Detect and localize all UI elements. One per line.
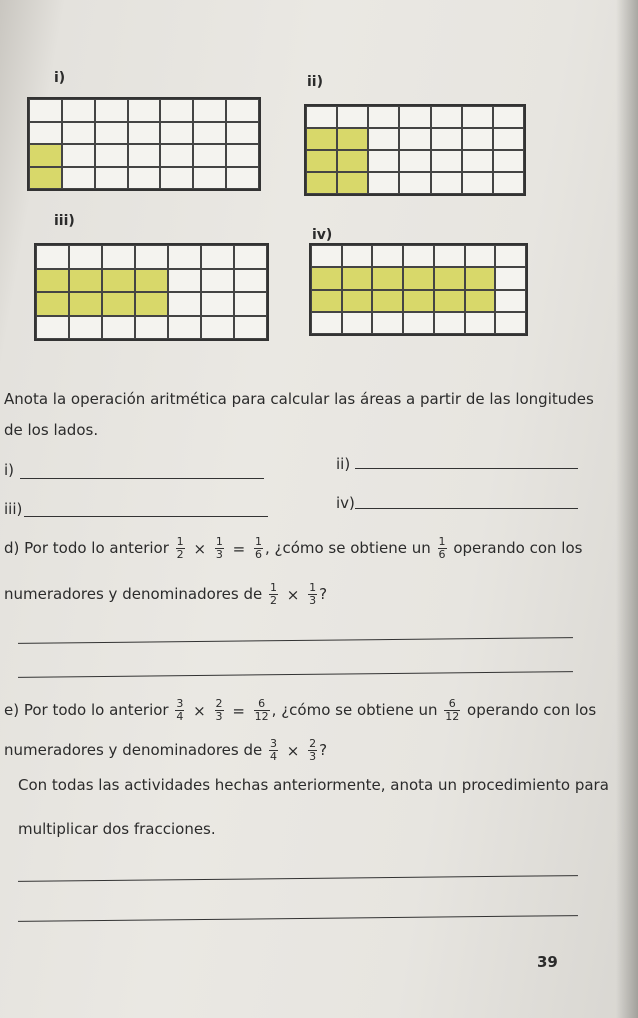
area-grid-ii (304, 104, 526, 196)
grid-cell (465, 312, 496, 334)
numerator: 6 (254, 698, 270, 711)
question-d-suffix: operando con los (453, 539, 583, 557)
grid-cell (160, 167, 193, 190)
page-number: 39 (537, 953, 558, 971)
grid-cell (399, 150, 430, 172)
equals-sign: = (232, 539, 246, 558)
grid-cell (95, 167, 128, 190)
question-e-line2-text: numeradores y denominadores de (4, 741, 263, 759)
shaded-grid-cell (403, 267, 434, 289)
area-grid-iii (34, 243, 269, 341)
question-d-prefix: d) Por todo lo anterior (4, 539, 169, 557)
grid-cell (342, 245, 373, 267)
grid-cell (62, 122, 95, 145)
grid-cell (128, 144, 161, 167)
shaded-grid-cell (342, 290, 373, 312)
grid-cell (102, 245, 135, 269)
numerator: 1 (438, 535, 446, 548)
numerator: 6 (444, 698, 460, 711)
grid-cell (493, 150, 524, 172)
final-prompt-line-1: Con todas las actividades hechas anteriormente, anota un procedimiento para (18, 776, 609, 794)
times-sign: × (286, 585, 300, 604)
fraction (175, 698, 184, 723)
grid-cell (403, 312, 434, 334)
answer-line-i[interactable] (20, 478, 264, 479)
grid-cell (226, 144, 259, 167)
grid-cell (201, 316, 234, 340)
grid-cell (431, 150, 462, 172)
numerator: 1 (270, 581, 277, 594)
fraction (308, 738, 317, 763)
grid-cell (69, 245, 102, 269)
shaded-grid-cell (465, 290, 496, 312)
equals-sign: = (232, 701, 245, 720)
grid-cell (462, 128, 493, 150)
shaded-grid-cell (69, 292, 102, 316)
panel-label-iv: iv) (312, 227, 333, 243)
answer-line-ii[interactable] (355, 468, 578, 469)
shaded-grid-cell (306, 150, 337, 172)
grid-cell (465, 245, 496, 267)
grid-cell (193, 144, 226, 167)
grid-cell (193, 167, 226, 190)
shaded-grid-cell (135, 269, 168, 293)
grid-cell (342, 312, 373, 334)
grid-cell (495, 245, 526, 267)
grid-cell (368, 172, 399, 194)
panel-label-i: i) (54, 70, 66, 86)
grid-cell (160, 122, 193, 145)
grid-cell (337, 106, 368, 128)
numerator: 2 (309, 737, 317, 750)
shaded-grid-cell (29, 144, 62, 167)
shaded-grid-cell (102, 292, 135, 316)
grid-cell (399, 128, 430, 150)
grid-cell (368, 150, 399, 172)
denominator: 4 (270, 750, 277, 763)
grid-cell (226, 122, 259, 145)
fraction (438, 536, 447, 561)
grid-cell (95, 99, 128, 122)
grid-cell (62, 144, 95, 167)
area-grid-i (27, 97, 261, 191)
shaded-grid-cell (311, 290, 342, 312)
times-sign: × (193, 539, 207, 558)
grid-cell (29, 122, 62, 145)
question-d-line2-text: numeradores y denominadores de (4, 585, 263, 603)
grid-cell (62, 167, 95, 190)
grid-cell (493, 172, 524, 194)
shaded-grid-cell (29, 167, 62, 190)
question-d-line-1 (4, 536, 582, 561)
grid-cell (193, 99, 226, 122)
grid-cell (372, 312, 403, 334)
grid-cell (128, 167, 161, 190)
instruction-line-2: de los lados. (4, 421, 99, 439)
question-e-prefix: e) Por todo lo anterior (4, 701, 169, 719)
numerator: 3 (176, 697, 184, 710)
answer-line-iii[interactable] (24, 516, 268, 517)
shaded-grid-cell (102, 269, 135, 293)
grid-cell (234, 292, 267, 316)
question-d-middle: , ¿cómo se obtiene un (264, 539, 431, 557)
grid-cell (431, 128, 462, 150)
grid-cell (168, 245, 201, 269)
shaded-grid-cell (337, 172, 368, 194)
grid-cell (69, 316, 102, 340)
grid-cell (495, 267, 526, 289)
shaded-grid-cell (434, 267, 465, 289)
fraction (215, 698, 224, 723)
grid-cell (95, 144, 128, 167)
numerator: 3 (270, 737, 277, 750)
numerator: 1 (176, 535, 184, 548)
grid-cell (399, 106, 430, 128)
grid-cell (95, 122, 128, 145)
fraction (269, 582, 278, 607)
question-mark: ? (319, 741, 328, 759)
area-grid-iv (309, 243, 528, 336)
numerator: 1 (254, 535, 262, 548)
answer-line-final-1[interactable] (18, 875, 578, 882)
grid-cell (128, 122, 161, 145)
panel-label-iii: iii) (54, 213, 75, 229)
instruction-line-1: Anota la operación aritmética para calcular las áreas a partir de las longitudes (4, 390, 594, 408)
grid-cell (403, 245, 434, 267)
shaded-grid-cell (372, 290, 403, 312)
grid-cell (128, 99, 161, 122)
question-mark: ? (319, 585, 328, 603)
fraction (215, 536, 224, 561)
question-e-line-1 (4, 698, 596, 723)
shaded-grid-cell (311, 267, 342, 289)
grid-cell (168, 292, 201, 316)
denominator: 4 (176, 710, 184, 723)
shaded-grid-cell (465, 267, 496, 289)
denominator: 12 (254, 710, 269, 723)
grid-cell (234, 269, 267, 293)
grid-cell (36, 245, 69, 269)
grid-cell (311, 312, 342, 334)
denominator: 3 (309, 750, 317, 763)
numerator: 1 (215, 535, 223, 548)
fraction (254, 536, 263, 561)
grid-cell (493, 106, 524, 128)
answer-label-i: i) (4, 461, 15, 479)
shaded-grid-cell (337, 128, 368, 150)
grid-cell (399, 172, 430, 194)
page-edge-shadow (616, 0, 638, 1018)
grid-cell (226, 167, 259, 190)
denominator: 3 (309, 594, 317, 607)
shaded-grid-cell (36, 292, 69, 316)
denominator: 2 (270, 594, 277, 607)
grid-cell (234, 316, 267, 340)
question-d-line-2 (4, 582, 327, 607)
answer-line-d-1[interactable] (18, 637, 573, 644)
grid-cell (434, 245, 465, 267)
question-e-suffix: operando con los (467, 701, 597, 719)
fraction (444, 698, 460, 723)
grid-cell (372, 245, 403, 267)
shaded-grid-cell (306, 172, 337, 194)
grid-cell (29, 99, 62, 122)
denominator: 6 (254, 548, 262, 561)
denominator: 3 (215, 548, 223, 561)
grid-cell (160, 144, 193, 167)
grid-cell (495, 312, 526, 334)
grid-cell (168, 316, 201, 340)
denominator: 12 (445, 710, 460, 723)
question-e-middle: , ¿cómo se obtiene un (271, 701, 438, 719)
grid-cell (495, 290, 526, 312)
question-e-line-2 (4, 738, 327, 763)
grid-cell (193, 122, 226, 145)
denominator: 3 (215, 710, 223, 723)
denominator: 2 (176, 548, 184, 561)
fraction (254, 698, 270, 723)
shaded-grid-cell (337, 150, 368, 172)
grid-cell (431, 172, 462, 194)
grid-cell (434, 312, 465, 334)
fraction (269, 738, 278, 763)
grid-cell (135, 316, 168, 340)
grid-cell (62, 99, 95, 122)
grid-cell (168, 269, 201, 293)
grid-cell (431, 106, 462, 128)
shaded-grid-cell (69, 269, 102, 293)
grid-cell (368, 128, 399, 150)
answer-label-iv: iv) (336, 494, 355, 512)
numerator: 2 (215, 697, 223, 710)
answer-line-d-2[interactable] (18, 671, 573, 678)
shaded-grid-cell (372, 267, 403, 289)
answer-line-iv[interactable] (355, 508, 578, 509)
grid-cell (234, 245, 267, 269)
shaded-grid-cell (434, 290, 465, 312)
answer-line-final-2[interactable] (18, 915, 578, 922)
grid-cell (462, 106, 493, 128)
grid-cell (36, 316, 69, 340)
grid-cell (226, 99, 259, 122)
times-sign: × (193, 701, 206, 720)
numerator: 1 (309, 581, 317, 594)
fraction (308, 582, 317, 607)
grid-cell (306, 106, 337, 128)
shaded-grid-cell (342, 267, 373, 289)
panel-label-ii: ii) (307, 74, 323, 90)
grid-cell (201, 269, 234, 293)
answer-label-iii: iii) (4, 500, 23, 518)
grid-cell (368, 106, 399, 128)
denominator: 6 (438, 548, 446, 561)
grid-cell (462, 150, 493, 172)
fraction (176, 536, 185, 561)
grid-cell (201, 245, 234, 269)
answer-label-ii: ii) (336, 455, 351, 473)
shaded-grid-cell (403, 290, 434, 312)
grid-cell (160, 99, 193, 122)
grid-cell (493, 128, 524, 150)
shaded-grid-cell (306, 128, 337, 150)
final-prompt-line-2: multiplicar dos fracciones. (18, 820, 216, 838)
grid-cell (102, 316, 135, 340)
shaded-grid-cell (135, 292, 168, 316)
grid-cell (311, 245, 342, 267)
grid-cell (201, 292, 234, 316)
grid-cell (135, 245, 168, 269)
times-sign: × (286, 741, 300, 760)
grid-cell (462, 172, 493, 194)
shaded-grid-cell (36, 269, 69, 293)
